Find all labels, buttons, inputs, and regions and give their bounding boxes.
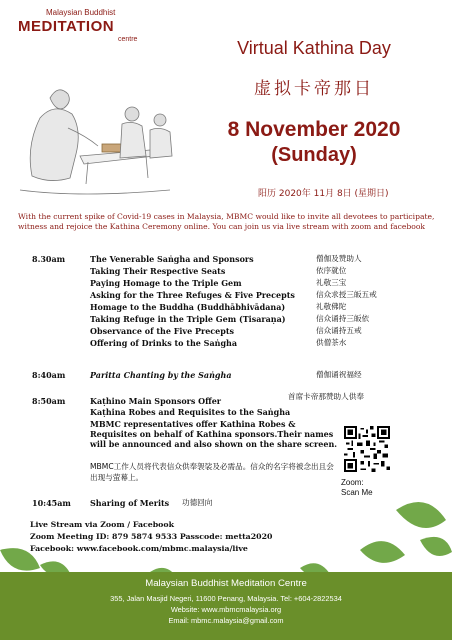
- schedule-item-chinese: 僧伽诵祝福经: [316, 370, 362, 379]
- schedule-item: Kaṭhino Main Sponsors Offer: [90, 396, 222, 406]
- logo-top-text: Malaysian Buddhist: [46, 8, 116, 17]
- facebook-link[interactable]: Facebook: www.facebook.com/mbmc.malaysia/live: [30, 544, 248, 553]
- schedule-item: Kaṭhina Robes and Requisites to the Saṅgha: [90, 407, 291, 417]
- schedule-item: Paying Homage to the Triple Gem: [90, 278, 242, 288]
- schedule-item: Paritta Chanting by the Saṅgha: [90, 370, 232, 380]
- schedule-item-chinese: 依序就位: [316, 266, 347, 275]
- event-title-chinese: 虚拟卡帝那日: [254, 79, 374, 99]
- qr-label-line1: Zoom:: [341, 478, 364, 487]
- schedule-item-chinese: 礼敬佛陀: [316, 302, 347, 311]
- footer-org-name: Malaysian Buddhist Meditation Centre: [145, 578, 307, 589]
- schedule-item-chinese: 信众诵持五戒: [316, 326, 362, 335]
- event-title: Virtual Kathina Day: [237, 38, 391, 58]
- schedule-item-chinese: 首席卡帝那赞助人供奉: [288, 392, 364, 401]
- schedule-item: Sharing of Merits: [90, 498, 170, 508]
- schedule-item: Asking for the Three Refuges & Five Precepts: [90, 290, 295, 300]
- logo-main-text: MEDITATION: [18, 18, 115, 35]
- schedule-item-chinese: 功德回向: [182, 498, 213, 507]
- schedule-item: Homage to the Buddha (Buddhābhivādana): [90, 302, 286, 312]
- schedule-item-chinese: 信众求授三皈五戒: [316, 290, 377, 299]
- logo-sub-text: centre: [118, 36, 138, 43]
- schedule-item-chinese: 礼敬三宝: [316, 278, 347, 287]
- schedule-time: 8:50am: [32, 396, 66, 406]
- event-date: 8 November 2020: [227, 118, 401, 141]
- footer-website[interactable]: Website: www.mbmcmalaysia.org: [170, 605, 282, 614]
- schedule-item: Taking Their Respective Seats: [90, 266, 226, 276]
- schedule-paragraph-chinese: MBMC工作人员将代表信众供奉袈裟及必需品。信众的名字将被念出且会出现与萤幕上。: [90, 462, 334, 482]
- schedule-time: 10:45am: [32, 498, 71, 508]
- schedule-item-chinese: 僧伽及赞助人: [316, 254, 362, 263]
- zoom-qr-code[interactable]: [344, 426, 390, 472]
- schedule-item-chinese: 信众诵持三皈依: [316, 314, 370, 323]
- live-stream-info: Live Stream via Zoom / Facebook: [30, 520, 174, 529]
- schedule-time: 8.30am: [32, 254, 66, 264]
- schedule-item: Offering of Drinks to the Saṅgha: [90, 338, 238, 348]
- footer-email[interactable]: Email: mbmc.malaysia@gmail.com: [168, 616, 284, 625]
- schedule-item-chinese: 供僧茶水: [316, 338, 347, 347]
- event-day: (Sunday): [271, 144, 357, 166]
- qr-label-line2: Scan Me: [341, 488, 373, 497]
- zoom-meeting-info: Zoom Meeting ID: 879 5874 9533 Passcode: metta2020: [30, 532, 273, 541]
- footer-address: 355, Jalan Masjid Negeri, 11600 Penang, Malaysia. Tel: +604-2822534: [110, 594, 342, 603]
- event-date-chinese: 阳历 2020年 11月 8日 (星期日): [258, 189, 389, 199]
- schedule-item: The Venerable Saṅgha and Sponsors: [90, 254, 254, 264]
- schedule-paragraph: MBMC representatives offer Kathina Robes & Requisites on behalf of Kathina sponsors.Their names will be announced and also shown on the share screen.: [90, 419, 338, 449]
- offering-illustration: [10, 58, 196, 208]
- schedule-item: Observance of the Five Precepts: [90, 326, 235, 336]
- footer: [0, 572, 452, 640]
- schedule-time: 8:40am: [32, 370, 66, 380]
- schedule-item: Taking Refuge in the Triple Gem (Tisaraṇa): [90, 314, 286, 324]
- intro-text: With the current spike of Covid-19 cases in Malaysia, MBMC would like to invite all devotees to participate, witness and rejoice the Kathina Ceremony online. You can join us via live stream with zoom and facebook: [18, 212, 435, 231]
